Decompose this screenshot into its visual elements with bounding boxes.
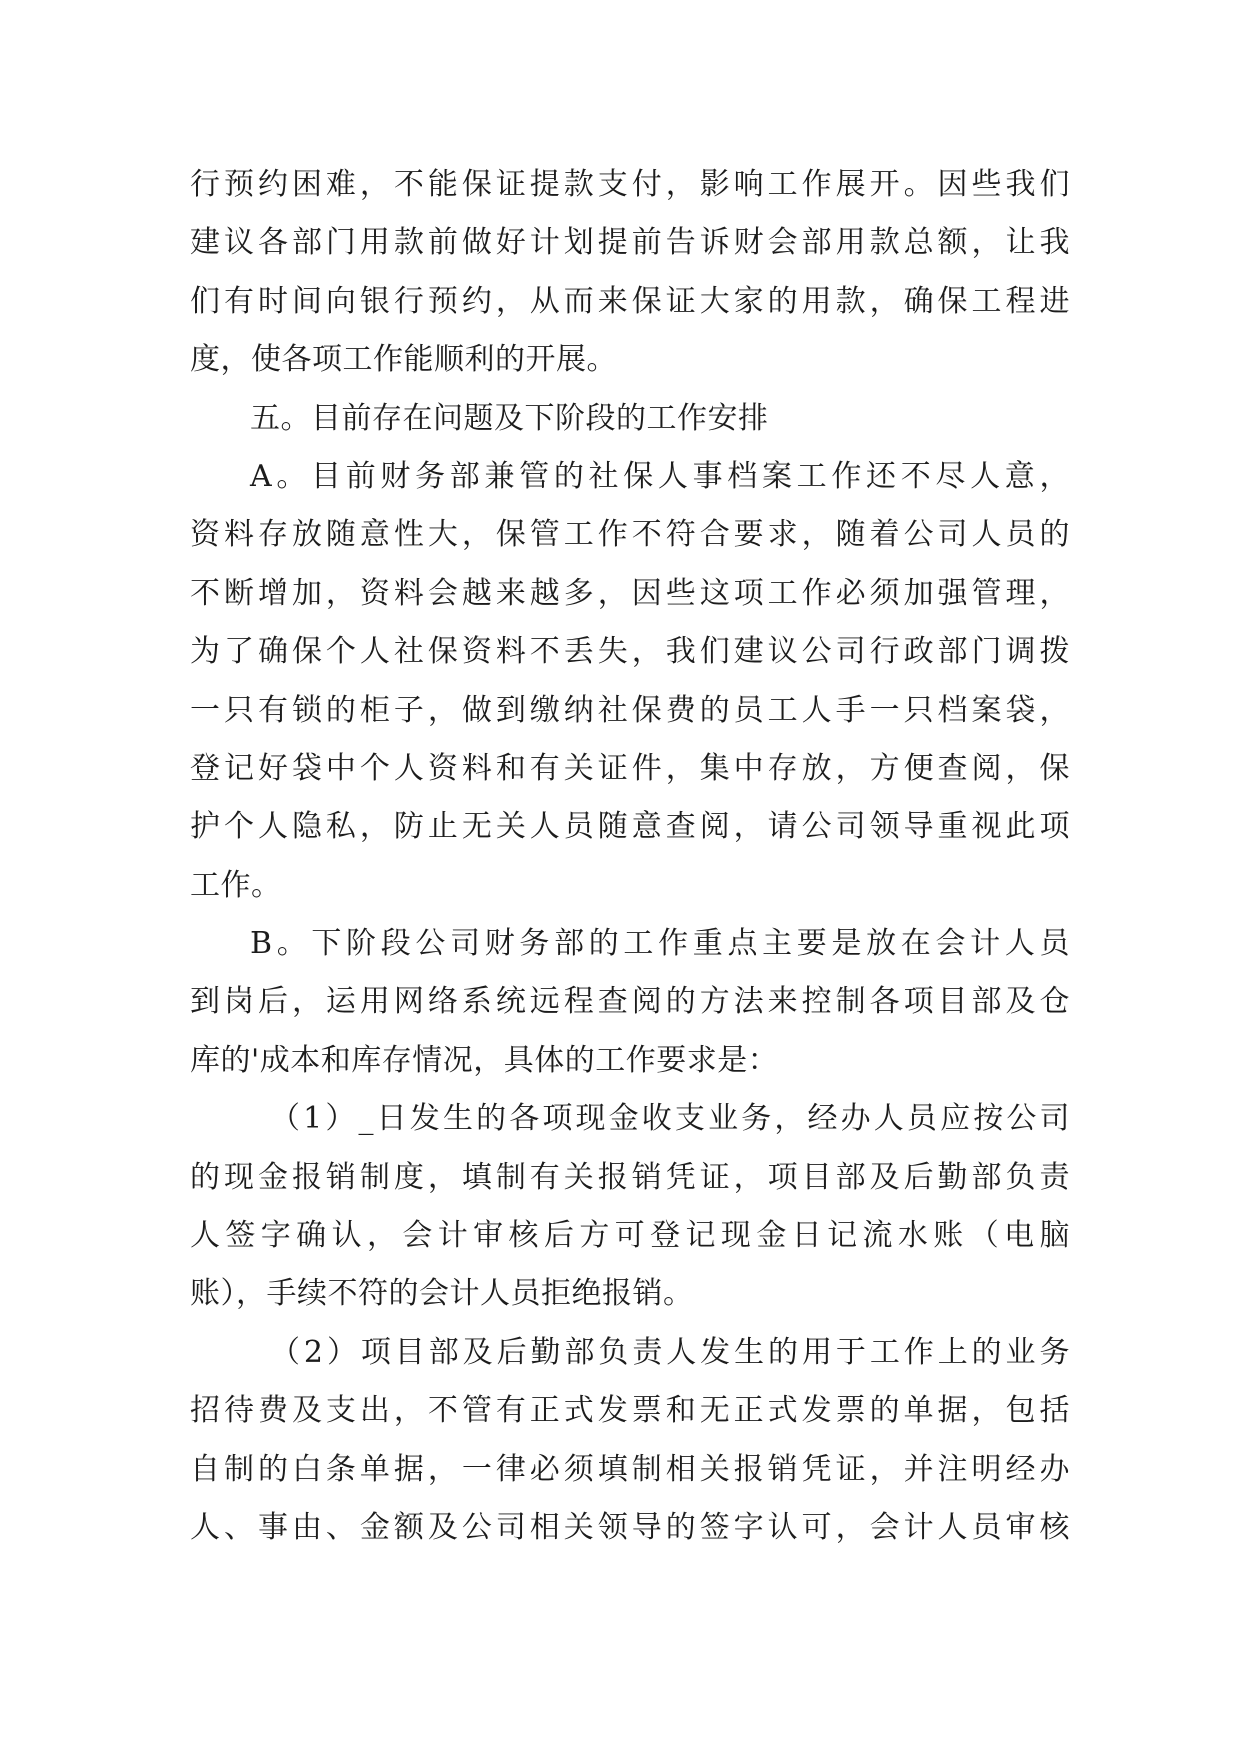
- text-line: 建议各部门用款前做好计划提前告诉财会部用款总额，让我: [190, 225, 1070, 261]
- text-line: （1）_日发生的各项现金收支业务，经办人员应按公司: [270, 1101, 1070, 1137]
- text-line: 工作。: [190, 867, 282, 903]
- text-line: 人签字确认，会计审核后方可登记现金日记流水账（电脑: [190, 1218, 1070, 1254]
- text-line: 登记好袋中个人资料和有关证件，集中存放，方便查阅，保: [190, 750, 1070, 786]
- text-line: 行预约困难，不能保证提款支付，影响工作展开。因些我们: [190, 167, 1070, 202]
- text-line: 一只有锁的柜子，做到缴纳社保费的员工人手一只档案袋，: [190, 692, 1070, 728]
- text-line: 们有时间向银行预约，从而来保证大家的用款，确保工程进: [190, 283, 1070, 319]
- text-line: 度，使各项工作能顺利的开展。: [190, 342, 617, 378]
- text-line: 护个人隐私，防止无关人员随意查阅，请公司领导重视此项: [190, 809, 1070, 845]
- text-line: 到岗后，运用网络系统远程查阅的方法来控制各项目部及仓: [190, 984, 1070, 1020]
- text-line: （2）项目部及后勤部负责人发生的用于工作上的业务: [270, 1334, 1070, 1370]
- text-line: 库的'成本和库存情况，具体的工作要求是：: [190, 1042, 779, 1078]
- text-line: B。下阶段公司财务部的工作重点主要是放在会计人员: [250, 926, 1070, 962]
- text-line: 不断增加，资料会越来越多，因些这项工作必须加强管理，: [190, 575, 1070, 611]
- text-line: 自制的白条单据，一律必须填制相关报销凭证，并注明经办: [190, 1451, 1070, 1487]
- section-heading: 五。目前存在问题及下阶段的工作安排: [250, 400, 769, 436]
- text-line: 招待费及支出，不管有正式发票和无正式发票的单据，包括: [190, 1393, 1070, 1429]
- text-line: A。目前财务部兼管的社保人事档案工作还不尽人意，: [250, 458, 1070, 494]
- text-line: 为了确保个人社保资料不丢失，我们建议公司行政部门调拨: [190, 634, 1070, 670]
- text-line: 账），手续不符的会计人员拒绝报销。: [190, 1276, 694, 1312]
- text-line: 的现金报销制度，填制有关报销凭证，项目部及后勤部负责: [190, 1159, 1070, 1195]
- document-body: [190, 156, 1070, 1557]
- text-line: 资料存放随意性大，保管工作不符合要求，随着公司人员的: [190, 517, 1070, 553]
- text-line: 人、事由、金额及公司相关领导的签字认可，会计人员审核: [190, 1509, 1070, 1545]
